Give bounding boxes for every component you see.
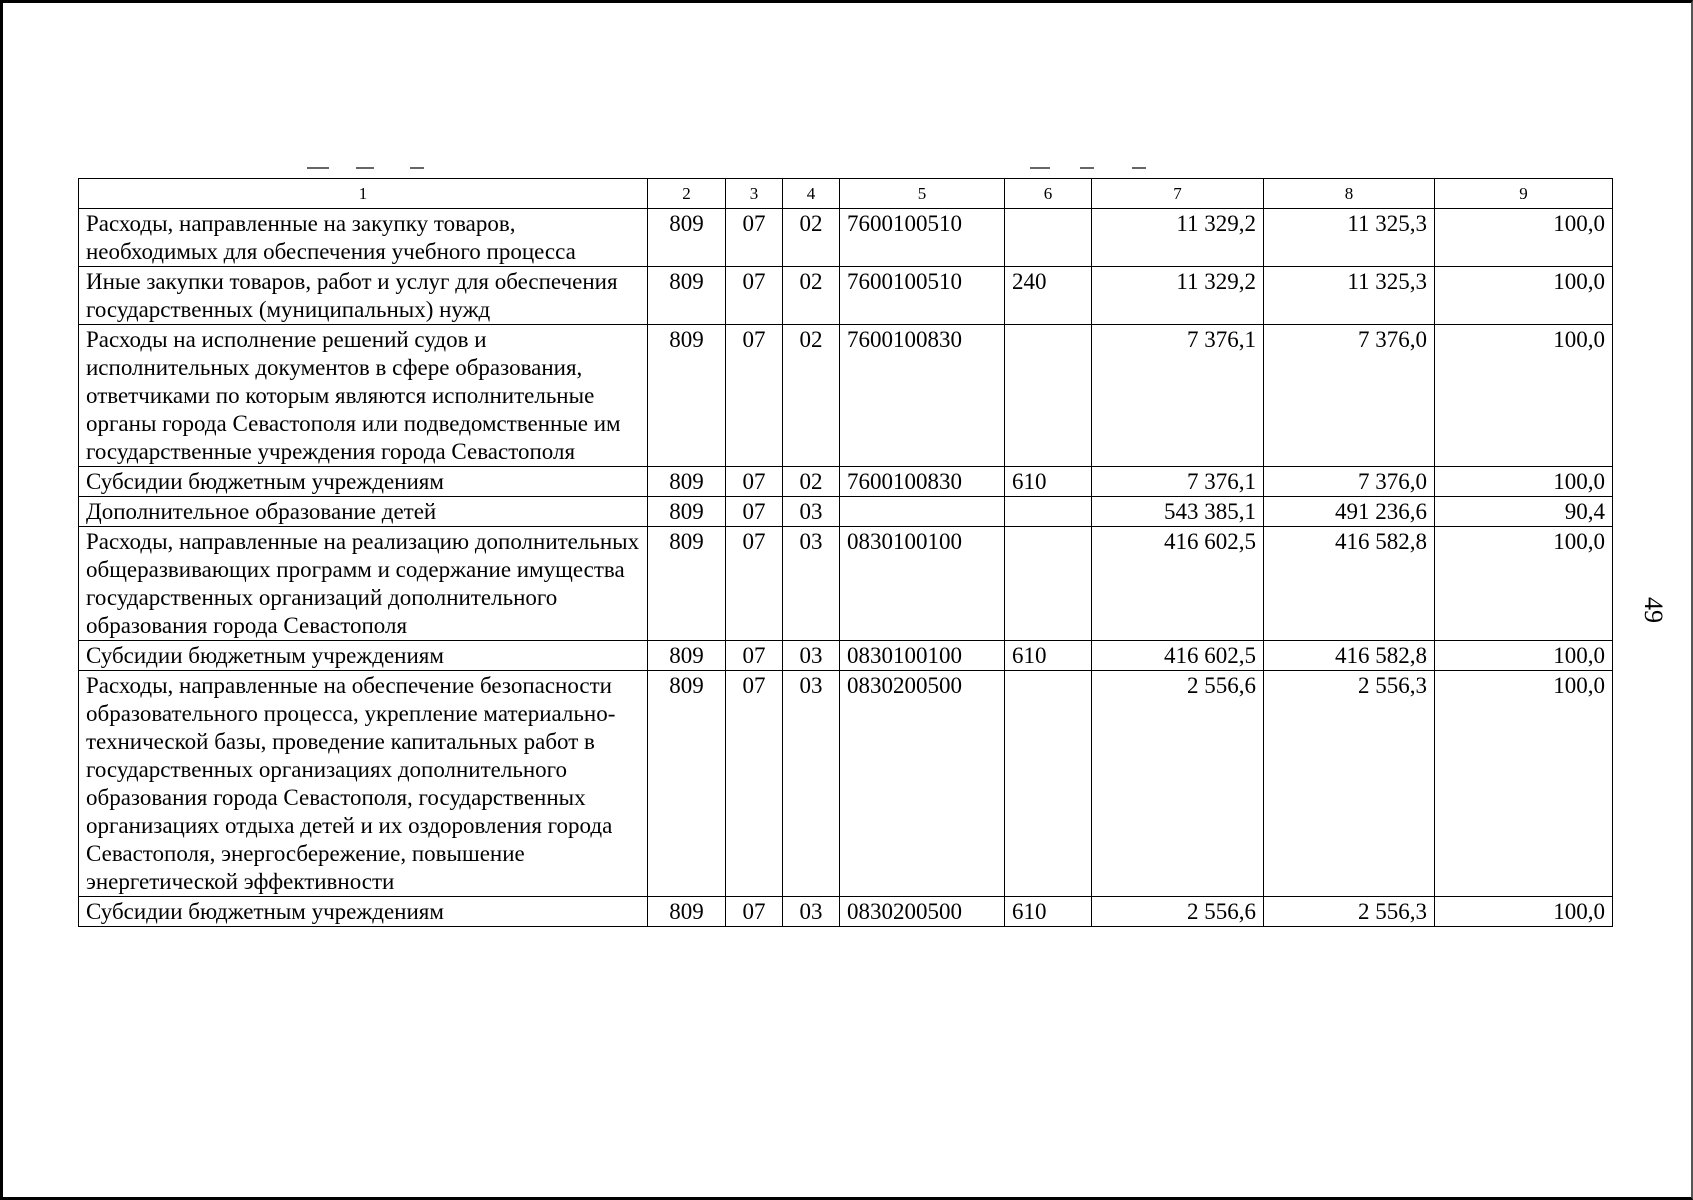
subsection-code: 02 [783, 267, 840, 325]
section-code: 07 [726, 671, 783, 897]
ministry-code: 809 [648, 497, 726, 527]
scan-artifact [1080, 167, 1094, 169]
scan-artifact [1132, 167, 1146, 169]
executed-amount: 416 582,8 [1264, 641, 1435, 671]
section-code: 07 [726, 527, 783, 641]
table-row [79, 209, 1613, 267]
executed-amount: 2 556,3 [1264, 671, 1435, 897]
section-code: 07 [726, 325, 783, 467]
ministry-code: 809 [648, 527, 726, 641]
target-article-code: 7600100830 [840, 325, 1005, 467]
execution-percent: 100,0 [1435, 325, 1613, 467]
execution-percent: 100,0 [1435, 671, 1613, 897]
executed-amount: 7 376,0 [1264, 467, 1435, 497]
column-header: 3 [726, 179, 783, 209]
section-code: 07 [726, 209, 783, 267]
expense-name: Расходы, направленные на закупку товаров, необходимых для обеспечения учебного процесса [79, 209, 648, 267]
ministry-code: 809 [648, 671, 726, 897]
expense-type-code [1005, 209, 1092, 267]
executed-amount: 416 582,8 [1264, 527, 1435, 641]
expense-type-code: 610 [1005, 641, 1092, 671]
expense-name: Иные закупки товаров, работ и услуг для обеспечения государственных (муниципальных) нужд [79, 267, 648, 325]
planned-amount: 543 385,1 [1092, 497, 1264, 527]
expense-type-code [1005, 325, 1092, 467]
column-header: 2 [648, 179, 726, 209]
column-header: 6 [1005, 179, 1092, 209]
scan-artifact [307, 167, 329, 169]
planned-amount: 7 376,1 [1092, 325, 1264, 467]
executed-amount: 2 556,3 [1264, 897, 1435, 927]
expense-type-code [1005, 671, 1092, 897]
planned-amount: 11 329,2 [1092, 267, 1264, 325]
execution-percent: 100,0 [1435, 897, 1613, 927]
expense-name: Расходы, направленные на реализацию дополнительных общеразвивающих программ и содержание имущества государственных организаций дополнительного образования города Севастополя [79, 527, 648, 641]
ministry-code: 809 [648, 897, 726, 927]
column-header: 1 [79, 179, 648, 209]
execution-percent: 100,0 [1435, 527, 1613, 641]
table-row [79, 527, 1613, 641]
table-row [79, 671, 1613, 897]
execution-percent: 100,0 [1435, 267, 1613, 325]
target-article-code: 0830100100 [840, 527, 1005, 641]
execution-percent: 100,0 [1435, 209, 1613, 267]
ministry-code: 809 [648, 641, 726, 671]
scan-artifact [1030, 167, 1050, 169]
planned-amount: 2 556,6 [1092, 897, 1264, 927]
subsection-code: 02 [783, 467, 840, 497]
executed-amount: 11 325,3 [1264, 267, 1435, 325]
table-row [79, 497, 1613, 527]
table-row [79, 467, 1613, 497]
target-article-code [840, 497, 1005, 527]
section-code: 07 [726, 267, 783, 325]
table-row [79, 267, 1613, 325]
column-header: 8 [1264, 179, 1435, 209]
ministry-code: 809 [648, 209, 726, 267]
column-header: 4 [783, 179, 840, 209]
subsection-code: 03 [783, 641, 840, 671]
expense-name: Расходы на исполнение решений судов и исполнительных документов в сфере образования, ответчиками по которым являются исполнительные органы города Севастополя или подведомственные им государственные учреждения города Севастополя [79, 325, 648, 467]
subsection-code: 02 [783, 209, 840, 267]
expense-type-code: 610 [1005, 897, 1092, 927]
expense-name: Расходы, направленные на обеспечение безопасности образовательного процесса, укрепление материально-технической базы, проведение капитальных работ в государственных организациях дополнительного образования города Севастополя, государственных организациях отдыха детей и их оздоровления города Севастополя, энергосбережение, повышение энергетической эффективности [79, 671, 648, 897]
section-code: 07 [726, 897, 783, 927]
target-article-code: 7600100510 [840, 267, 1005, 325]
subsection-code: 03 [783, 897, 840, 927]
target-article-code: 0830100100 [840, 641, 1005, 671]
expense-name: Субсидии бюджетным учреждениям [79, 641, 648, 671]
ministry-code: 809 [648, 325, 726, 467]
table-row [79, 325, 1613, 467]
expense-name: Дополнительное образование детей [79, 497, 648, 527]
subsection-code: 02 [783, 325, 840, 467]
expense-name: Субсидии бюджетным учреждениям [79, 897, 648, 927]
target-article-code: 0830200500 [840, 897, 1005, 927]
table-row [79, 897, 1613, 927]
target-article-code: 7600100510 [840, 209, 1005, 267]
execution-percent: 90,4 [1435, 497, 1613, 527]
scan-artifact [410, 167, 424, 169]
executed-amount: 491 236,6 [1264, 497, 1435, 527]
executed-amount: 7 376,0 [1264, 325, 1435, 467]
target-article-code: 0830200500 [840, 671, 1005, 897]
planned-amount: 2 556,6 [1092, 671, 1264, 897]
section-code: 07 [726, 497, 783, 527]
planned-amount: 11 329,2 [1092, 209, 1264, 267]
ministry-code: 809 [648, 467, 726, 497]
execution-percent: 100,0 [1435, 641, 1613, 671]
expense-type-code [1005, 527, 1092, 641]
target-article-code: 7600100830 [840, 467, 1005, 497]
expense-type-code [1005, 497, 1092, 527]
execution-percent: 100,0 [1435, 467, 1613, 497]
budget-table [78, 178, 1613, 927]
column-header: 5 [840, 179, 1005, 209]
column-header: 7 [1092, 179, 1264, 209]
expense-type-code: 610 [1005, 467, 1092, 497]
planned-amount: 7 376,1 [1092, 467, 1264, 497]
page-number: 49 [1639, 597, 1668, 623]
table-row [79, 641, 1613, 671]
section-code: 07 [726, 467, 783, 497]
planned-amount: 416 602,5 [1092, 527, 1264, 641]
executed-amount: 11 325,3 [1264, 209, 1435, 267]
ministry-code: 809 [648, 267, 726, 325]
table-header-row [79, 179, 1613, 209]
scan-artifact [356, 167, 374, 169]
subsection-code: 03 [783, 671, 840, 897]
subsection-code: 03 [783, 497, 840, 527]
expense-type-code: 240 [1005, 267, 1092, 325]
section-code: 07 [726, 641, 783, 671]
subsection-code: 03 [783, 527, 840, 641]
planned-amount: 416 602,5 [1092, 641, 1264, 671]
column-header: 9 [1435, 179, 1613, 209]
expense-name: Субсидии бюджетным учреждениям [79, 467, 648, 497]
